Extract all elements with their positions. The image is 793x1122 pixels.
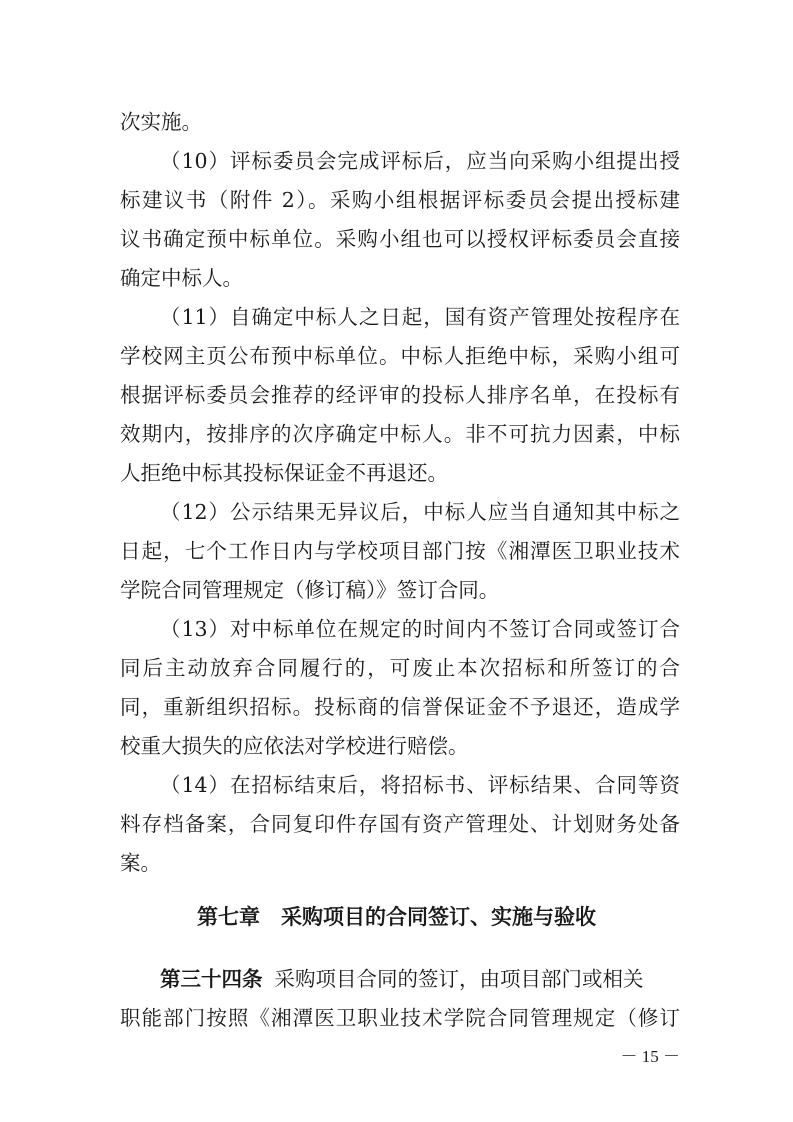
paragraph-13-line: （13）对中标单位在规定的时间内不签订合同或签订合 <box>160 617 680 641</box>
page-number: － 15 － <box>620 1047 680 1066</box>
paragraph-11-line: （11）自确定中标人之日起，国有资产管理处按程序在 <box>160 305 680 329</box>
paragraph-10-line: （10）评标委员会完成评标后，应当向采购小组提出授 <box>160 149 680 173</box>
paragraph-14-line: （14）在招标结束后，将招标书、评标结果、合同等资 <box>160 773 680 797</box>
text-line: 确定中标人。 <box>120 266 243 290</box>
text-line: 日起，七个工作日内与学校项目部门按《湘潭医卫职业技术 <box>120 539 680 563</box>
text-line: 标建议书（附件 2）。采购小组根据评标委员会提出授标建 <box>120 188 680 212</box>
text-line: 人拒绝中标其投标保证金不再退还。 <box>120 461 448 485</box>
text-line: 学校网主页公布预中标单位。中标人拒绝中标，采购小组可 <box>120 344 680 368</box>
text-line: 料存档备案，合同复印件存国有资产管理处、计划财务处备 <box>120 812 680 836</box>
text-line: 根据评标委员会推荐的经评审的投标人排序名单，在投标有 <box>120 383 680 407</box>
text-line: 学院合同管理规定（修订稿）》签订合同。 <box>120 578 500 602</box>
chapter-title: 第七章 采购项目的合同签订、实施与验收 <box>197 905 596 929</box>
text-line: 职能部门按照《湘潭医卫职业技术学院合同管理规定（修订 <box>120 1006 680 1030</box>
text-line: 案。 <box>120 851 161 875</box>
article-line <box>160 959 680 999</box>
text-line: 同后主动放弃合同履行的，可废止本次招标和所签订的合 <box>120 656 680 680</box>
text-line: 校重大损失的应依法对学校进行赔偿。 <box>120 734 469 758</box>
text-line: 次实施。 <box>120 110 202 134</box>
text-line: 议书确定预中标单位。采购小组也可以授权评标委员会直接 <box>120 227 680 251</box>
text-line: 同，重新组织招标。投标商的信誉保证金不予退还，造成学 <box>120 695 680 719</box>
text-line: 效期内，按排序的次序确定中标人。非不可抗力因素，中标 <box>120 422 680 446</box>
paragraph-12-line: （12）公示结果无异议后，中标人应当自通知其中标之 <box>160 500 680 524</box>
article-text: 采购项目合同的签订，由项目部门或相关 <box>274 967 644 991</box>
article-label: 第三十四条 <box>160 967 263 991</box>
